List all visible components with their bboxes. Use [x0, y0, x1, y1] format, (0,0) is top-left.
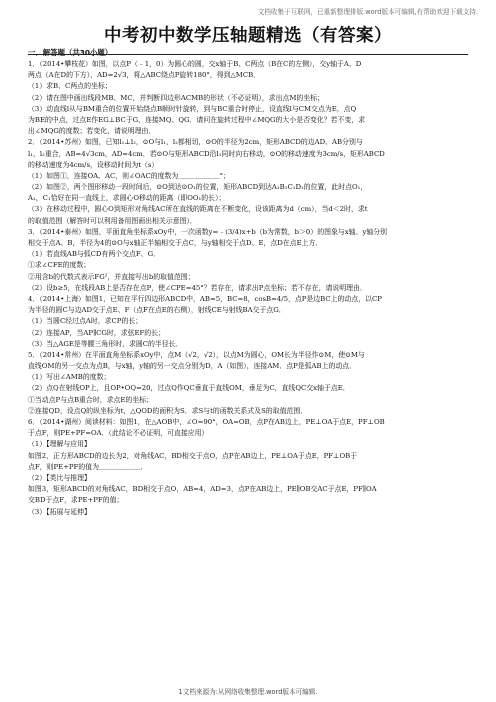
section-divider [28, 54, 468, 55]
text-line: ②连接QD，设点Q的纵坐标为t，△QOD的面积为S．求S与t的函数关系式及S的取值范围． [28, 406, 308, 415]
text-line: 如图2，正方形ABCD的边长为2，对角线AC，BD相交于点O，点P在AB边上，PE⊥OA于点E，PF⊥OB于 [28, 451, 358, 460]
text-line: 1．（2014•攀枝花）如图，以点P（﹣1，0）为圆心的圆，交x轴于B、C两点（B在C的左侧），交y轴于A、D [28, 60, 362, 68]
text-line: （1）求B、C两点的坐标； [28, 82, 112, 91]
header-note: 文档收集于互联网，已重新整理排版.word版本可编辑,有帮助欢迎下载支持. [257, 8, 478, 16]
text-line: 为半径的圆C与边AD交于点E、F（点F在点E的右侧），射线CE与射线BA交于点G． [28, 306, 286, 315]
text-line: 点F，则PE+PF的值为＿＿＿＿＿＿． [28, 462, 148, 471]
text-line: 的移动速度为4cm/s，设移动时间为t（s） [28, 160, 159, 169]
text-line: （3）【拓展与延伸】 [28, 507, 91, 516]
text-line: （1）当圆C经过点A时，求CP的长； [28, 317, 143, 326]
text-line: 直线OM的另一交点为点B，与x轴，y轴的另一交点分别为D，A（如图），连接AM．点P是弧AB上的动点． [28, 362, 357, 371]
text-line: A₁，C₁恰好在同一直线上，求圆心O移动的距离（即OO₁的长）； [28, 194, 226, 203]
text-line: 3．（2014•泰州）如图，平面直角坐标系xOy中，一次函数y=﹣(3/4)x+b（b为常数，b＞0）的图象与x轴、y轴分别 [28, 227, 387, 236]
text-line: 于点F，则PE+PF=OA．（此结论不必证明，可直接应用） [28, 429, 209, 438]
text-line: l₁，l₂重合，AB=4√3cm，AD=4cm．若⊙O与矩形ABCD沿l₁同时向右移动，⊙O的移动速度为3cm/s，矩形ABCD [28, 149, 385, 158]
text-line: 6．（2014•湖州）阅读材料：如图1，在△AOB中，∠O=90°，OA=OB，点P在AB边上，PE⊥OA于点E，PF⊥OB [28, 418, 385, 426]
text-line: （1）如图①，连接OA、AC，则∠OAC的度数为＿＿＿＿＿＿°； [28, 171, 230, 180]
text-line: （2）连接AP，当AP∥CG时，求弦EF的长； [28, 328, 165, 337]
text-line: 2．（2014•苏州）如图，已知l₁⊥l₂，⊙O与l₁，l₂都相切，⊙O的半径为2cm，矩形ABCD的边AD、AB分别与 [28, 138, 363, 147]
problem-text [28, 59, 470, 518]
text-line: （3）当△AGE是等腰三角形时，求圆C的半径长． [28, 339, 183, 348]
footer-note: 1文档来源为:从网络收集整理.word版本可编辑. [178, 688, 318, 696]
section-heading: 一．解答题（共30小题） [28, 48, 113, 57]
text-line: （3）在移动过程中，圆心O到矩形对角线AC所在直线的距离在不断变化，设该距离为d（cm），当d＜2时，求t [28, 205, 368, 214]
text-line: 为BE的中点，过点E作EG⊥BC于G，连接MQ、QG．请问在旋转过程中∠MQG的大小是否变化？若不变，求 [28, 115, 366, 124]
text-line: 两点（A在D的下方），AD=2√3，将△ABC绕点P旋转180°，得到△MCB． [28, 71, 261, 80]
text-line: 4．（2014•上海）如图1，已知在平行四边形ABCD中，AB=5，BC=8，cosB=4/5，点P是边BC上的动点，以CP [28, 294, 382, 303]
text-line: （2）如图②，两个图形移动一段时间后，⊙O到达⊙O₁的位置，矩形ABCD到达A₁B₁C₁D₁的位置，此时点O₁， [28, 183, 368, 192]
text-line: （1）【理解与应用】 [28, 440, 91, 449]
text-line: ①求∠CFE的度数； [28, 261, 91, 270]
text-line: （2）【类比与推理】 [28, 473, 91, 482]
text-line: （1）若直线AB与弧CD有两个交点F、G． [28, 250, 160, 259]
text-line: 交BD于点F，求PE+PF的值； [28, 496, 124, 505]
text-line: （2）点Q在射线OP上，且OP•OQ=20，过点Q作QC垂直于直线OM，垂足为C，直线QC交x轴于点E． [28, 384, 350, 393]
text-line: （1）写出∠AMB的度数； [28, 373, 111, 382]
text-line: 出∠MQG的度数；若变化，请说明理由． [28, 127, 156, 136]
text-line: ①当动点P与点B重合时，求点E的坐标； [28, 395, 153, 404]
text-line: 相交于点A、B，半径为4的⊙O与x轴正半轴相交于点C，与y轴相交于点D、E，点D在点E上方． [28, 239, 323, 247]
text-line: 5．（2014•常州）在平面直角坐标系xOy中，点M（√2，√2），以点M为圆心，OM长为半径作⊙M，使⊙M与 [28, 350, 365, 359]
text-line: 的取值范围（解答时可以利用备用图画出相关示意图）． [28, 216, 197, 225]
document-title: 中考初中数学压轴题精选（有答案） [104, 26, 392, 46]
text-line: ②用含b的代数式表示FG²，并直接写出b的取值范围； [28, 272, 195, 281]
text-line: 如图3，矩形ABCD的对角线AC，BD相交于点O，AB=4，AD=3，点P在AB边上，PE∥OB交AC于点E，PF∥OA [28, 485, 377, 494]
text-line: （3）动直线l从与BM重合的位置开始绕点B顺时针旋转，到与BC重合时停止，设直线l与CM交点为E，点Q [28, 104, 357, 113]
text-line: （2）设b≥5，在线段AB上是否存在点P，使∠CPE=45°？若存在，请求出P点坐标；若不存在，请说明理由． [28, 283, 367, 292]
text-line: （2）请在图中画出线段MB、MC，并判断四边形ACMB的形状（不必证明），求出点M的坐标； [28, 93, 324, 102]
